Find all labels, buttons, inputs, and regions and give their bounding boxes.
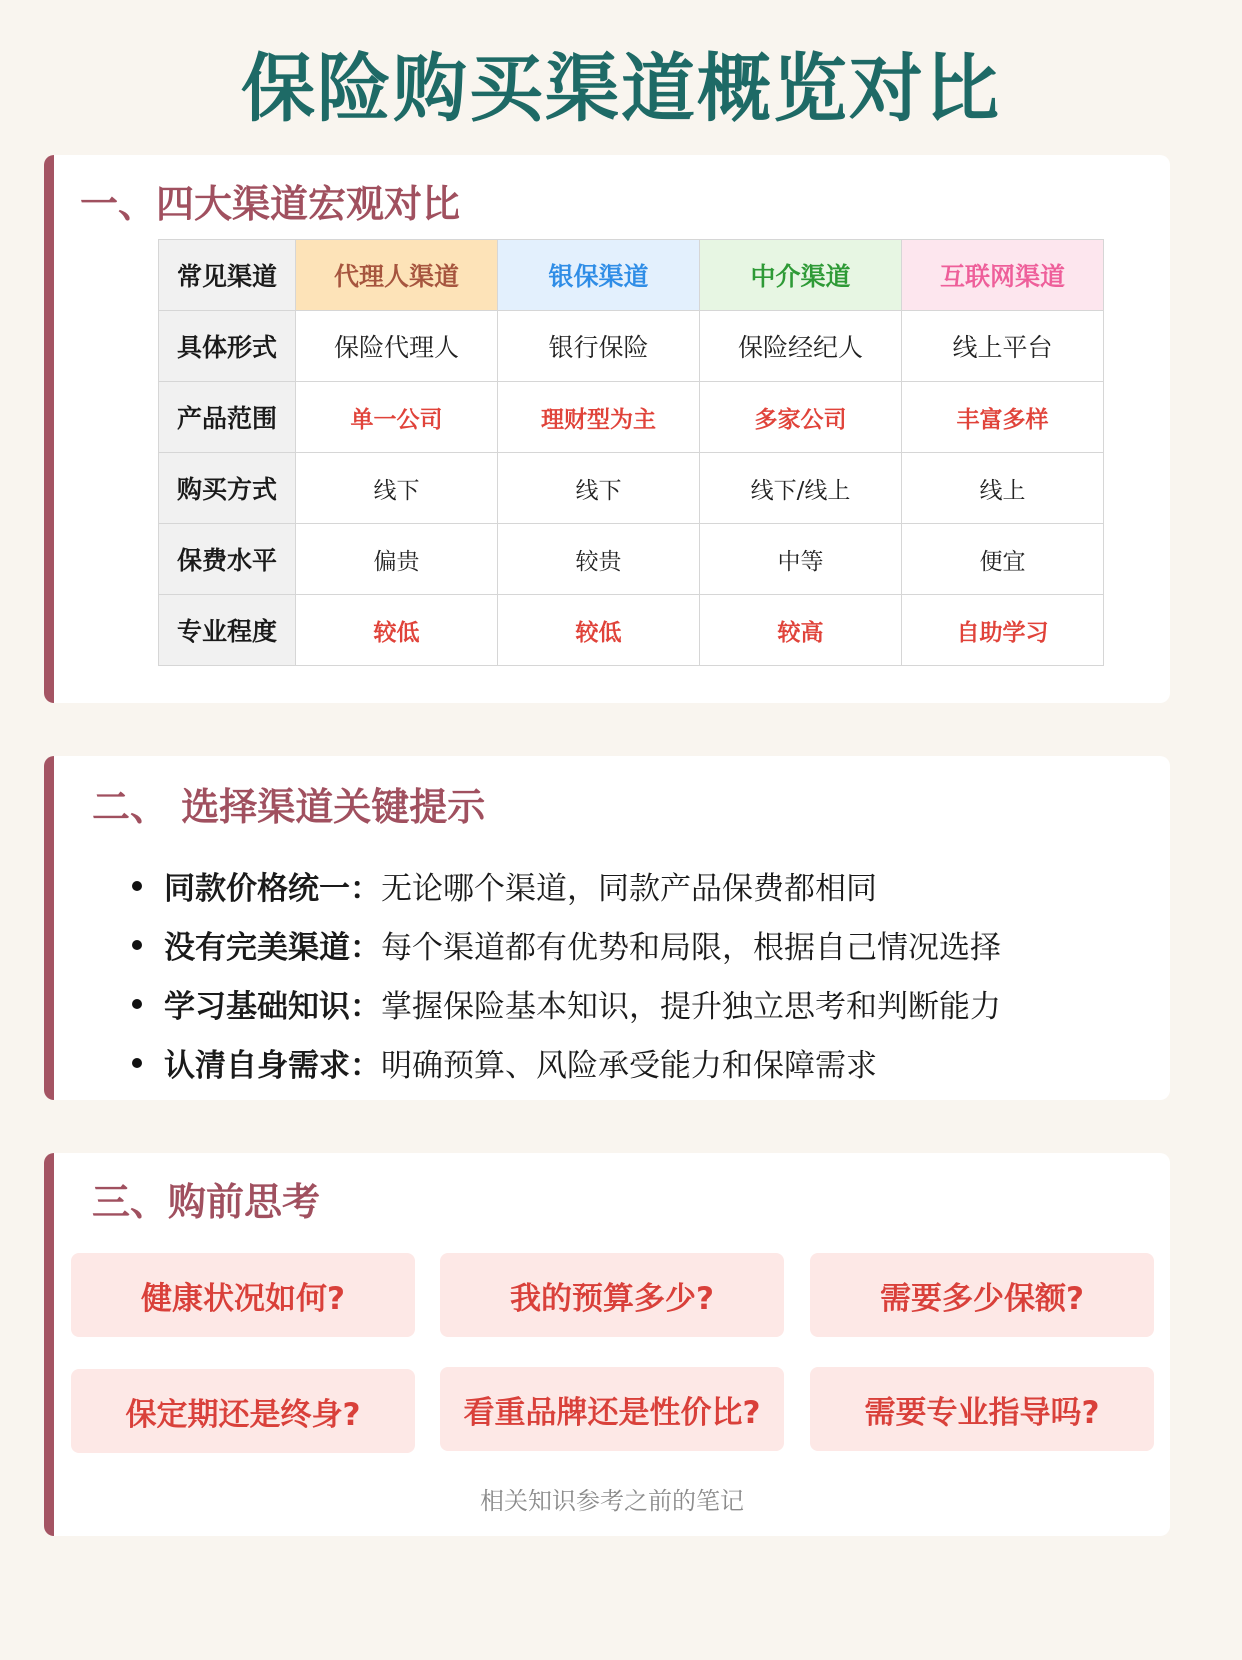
table-cell: 较低 [296,595,498,666]
tip-text: 明确预算、风险承受能力和保障需求 [381,1048,877,1084]
question-guidance: 需要专业指导吗? [810,1367,1154,1451]
table-row [159,382,1104,453]
table-cell: 线下 [296,453,498,524]
bullet-icon [132,940,142,950]
question-brand: 看重品牌还是性价比? [440,1367,784,1451]
section-title-questions: 三、购前思考 [92,1180,321,1224]
table-cell: 线下 [498,453,700,524]
page-title: 保险购买渠道概览对比 [241,46,1001,132]
bullet-icon [132,881,142,891]
questions-card [44,1153,1170,1536]
list-item [132,915,1001,974]
row-header: 专业程度 [159,595,296,666]
table-cell: 银行保险 [498,311,700,382]
channel-header-agent: 代理人渠道 [296,240,498,311]
table-cell: 自助学习 [902,595,1104,666]
table-cell: 理财型为主 [498,382,700,453]
table-cell: 单一公司 [296,382,498,453]
tip-text: 每个渠道都有优势和局限，根据自己情况选择 [381,930,1001,966]
table-row [159,453,1104,524]
footnote: 相关知识参考之前的笔记 [480,1487,744,1515]
table-cell: 较低 [498,595,700,666]
row-header: 购买方式 [159,453,296,524]
tip-text: 掌握保险基本知识，提升独立思考和判断能力 [381,989,1001,1025]
list-item [132,1033,1001,1092]
tip-label: 同款价格统一： [164,871,381,907]
table-cell: 线上平台 [902,311,1104,382]
table-row [159,311,1104,382]
table-cell: 线下/线上 [700,453,902,524]
row-header: 保费水平 [159,524,296,595]
channel-comparison-card [44,155,1170,703]
tip-text: 无论哪个渠道，同款产品保费都相同 [381,871,877,907]
table-row [159,524,1104,595]
bullet-icon [132,999,142,1009]
row-header: 常见渠道 [159,240,296,311]
channel-header-internet: 互联网渠道 [902,240,1104,311]
tips-list [132,856,1001,1092]
question-coverage: 需要多少保额? [810,1253,1154,1337]
table-cell: 偏贵 [296,524,498,595]
question-health: 健康状况如何? [71,1253,415,1337]
section-title-comparison: 一、四大渠道宏观对比 [80,182,461,226]
table-cell: 丰富多样 [902,382,1104,453]
row-header: 产品范围 [159,382,296,453]
table-header-row [159,240,1104,311]
table-row [159,595,1104,666]
question-budget: 我的预算多少? [440,1253,784,1337]
table-cell: 中等 [700,524,902,595]
channel-header-broker: 中介渠道 [700,240,902,311]
bullet-icon [132,1058,142,1068]
list-item [132,974,1001,1033]
question-term: 保定期还是终身? [71,1369,415,1453]
table-cell: 较贵 [498,524,700,595]
tip-label: 认清自身需求： [164,1048,381,1084]
channel-header-bank: 银保渠道 [498,240,700,311]
table-cell: 较高 [700,595,902,666]
tips-card [44,756,1170,1100]
section-title-tips: 二、 选择渠道关键提示 [92,785,486,829]
row-header: 具体形式 [159,311,296,382]
comparison-table [158,239,1104,666]
table-cell: 线上 [902,453,1104,524]
table-cell: 多家公司 [700,382,902,453]
tip-label: 学习基础知识： [164,989,381,1025]
table-cell: 保险经纪人 [700,311,902,382]
tip-label: 没有完美渠道： [164,930,381,966]
list-item [132,856,1001,915]
table-cell: 便宜 [902,524,1104,595]
table-cell: 保险代理人 [296,311,498,382]
